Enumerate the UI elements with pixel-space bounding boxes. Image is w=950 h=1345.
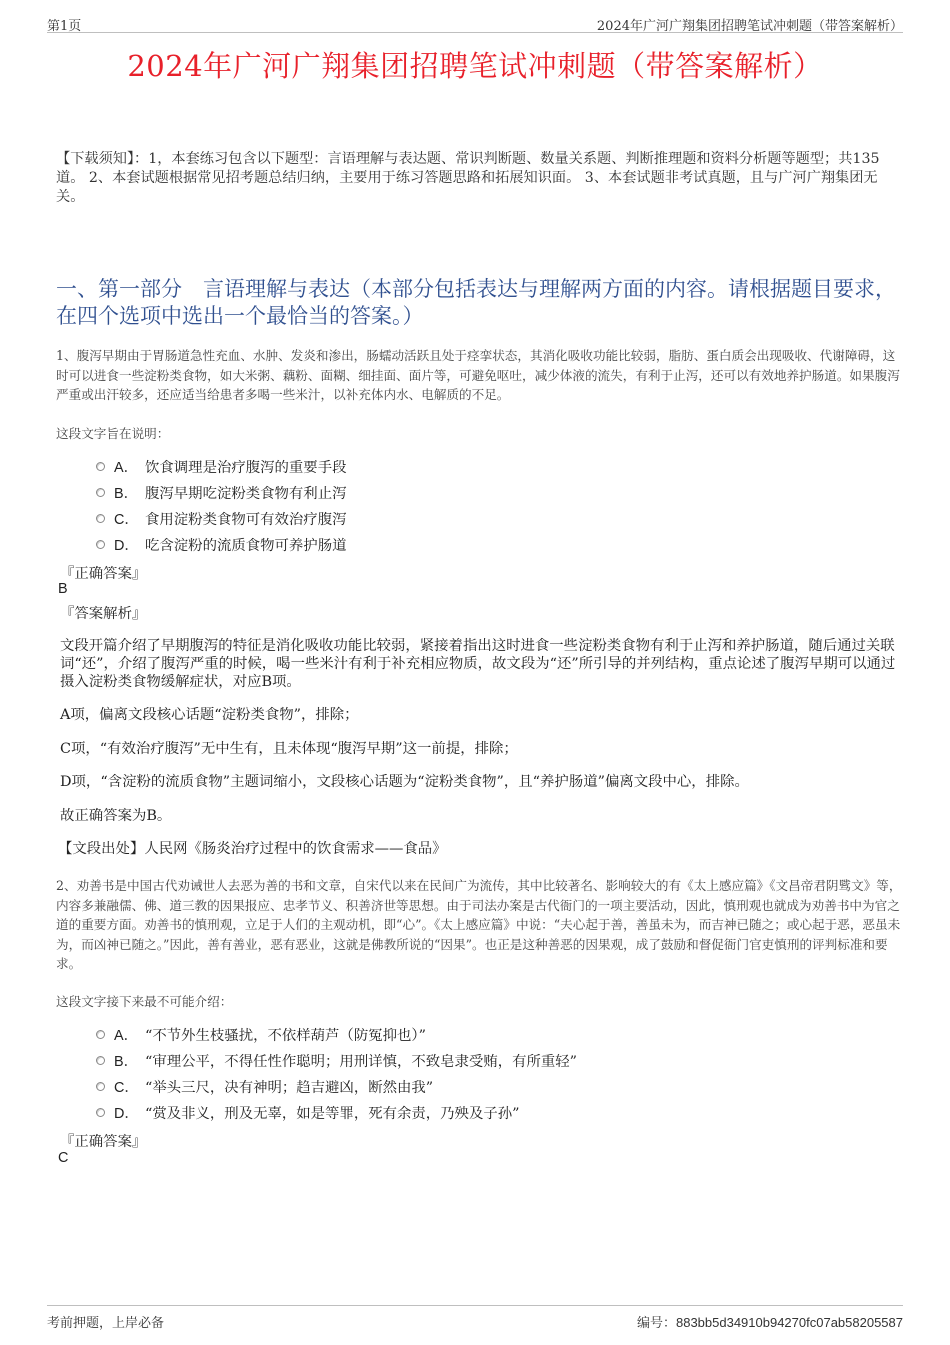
option-letter: B． [114,486,138,502]
q2-passage: 2、劝善书是中国古代劝诫世人去恶为善的书和文章，自宋代以来在民间广为流传，其中比较著名、影响较大的有《太上感应篇》《文昌帝君阴骘文》等，内容多兼融儒、佛、道三教的因果报应、忠孝节义、积善济世等思想。由于司法办案是古代衙门的一项主要活动，因此，慎刑观也就成为劝善书中为官之道的重要方面。劝善书的慎刑观，立足于人们的主观动机，即“心”。《太上感应篇》中说：“夫心起于善，善虽未为，而吉神已随之；或心起于恶，恶虽未为，而凶神已随之。”因此，善有善业，恶有恶业，这就是佛教所说的“因果”。也正是这种善恶的因果观，成了鼓励和督促衙门官吏慎刑的评判标准和要求。 [56,878,902,971]
radio-button[interactable] [96,514,105,523]
q1-option-a[interactable] [96,456,896,482]
radio-button[interactable] [96,462,105,471]
option-letter: A． [114,460,138,476]
option-letter: B． [114,1054,138,1070]
q1-prompt: 这段文字旨在说明： [56,426,170,441]
q1-options [96,456,896,560]
option-text: “不节外生枝骚扰，不依样葫芦（防冤抑也）” [145,1028,426,1044]
option-text: 吃含淀粉的流质食物可养护肠道 [145,538,347,554]
footer-slogan: 考前押题，上岸必备 [47,1316,165,1331]
footer-code [637,1312,903,1331]
option-text: 饮食调理是治疗腹泻的重要手段 [145,460,347,476]
q1-analysis-a: A项，偏离文段核心话题“淀粉类食物”，排除； [60,707,359,723]
option-letter: D． [114,1106,139,1122]
q1-answer-label: 『正确答案』 [60,566,147,582]
q2-option-d[interactable] [96,1102,896,1128]
radio-button[interactable] [96,540,105,549]
document-title: 2024年广河广翔集团招聘笔试冲刺题（带答案解析） [127,49,823,83]
footer-divider [47,1305,903,1306]
q2-options [96,1024,896,1128]
option-text: “审理公平，不得任性作聪明；用刑详慎，不致皂隶受贿，有所重轻” [145,1054,578,1070]
option-text: “举头三尺，决有神明；趋吉避凶，断然由我” [145,1080,434,1096]
q1-analysis-d: D项，“含淀粉的流质食物”主题词缩小，文段核心话题为“淀粉类食物”，且“养护肠道”偏离文段中心，排除。 [60,774,749,790]
option-text: 食用淀粉类食物可有效治疗腹泻 [145,512,347,528]
section-title: 一、第一部分 言语理解与表达（本部分包括表达与理解两方面的内容。请根据题目要求，在四个选项中选出一个最恰当的答案。） [56,277,896,328]
radio-button[interactable] [96,488,105,497]
q1-analysis-label: 『答案解析』 [60,606,147,622]
option-letter: D． [114,538,139,554]
page-number: 第1页 [47,19,82,34]
radio-button[interactable] [96,1108,105,1117]
q2-option-a[interactable] [96,1024,896,1050]
q2-answer-label: 『正确答案』 [60,1134,147,1150]
q2-option-b[interactable] [96,1050,896,1076]
q1-analysis-main: 文段开篇介绍了早期腹泻的特征是消化吸收功能比较弱，紧接着指出这时进食一些淀粉类食物有利于止泻和养护肠道，随后通过关联词“还”，介绍了腹泻严重的时候，喝一些米汁有利于补充相应物质，故文段为“还”所引导的并列结构，重点论述了腹泻早期可以通过摄入淀粉类食物缓解症状，对应B项。 [60,638,896,690]
option-text: “赏及非义，刑及无辜，如是等罪，死有余责，乃殃及子孙” [145,1106,520,1122]
footer-code-label: 编号： [636,1316,676,1331]
q1-analysis-conclusion: 故正确答案为B。 [60,808,172,824]
download-notice: 【下载须知】：1，本套练习包含以下题型：言语理解与表达题、常识判断题、数量关系题、判断推理题和资料分析题等题型；共135道。 2、本套试题根据常见招考题总结归纳，主要用于练习答题思路和拓展知识面。 3、本套试题非考试真题，且与广河广翔集团无关。 [56,151,880,205]
q1-option-c[interactable] [96,508,896,534]
radio-button[interactable] [96,1082,105,1091]
option-text: 腹泻早期吃淀粉类食物有利止泻 [145,486,347,502]
option-letter: A． [114,1028,138,1044]
radio-button[interactable] [96,1056,105,1065]
option-letter: C． [114,1080,139,1096]
page-header [47,14,903,33]
header-doc-title: 2024年广河广翔集团招聘笔试冲刺题（带答案解析） [596,19,903,34]
q1-analysis-c: C项，“有效治疗腹泻”无中生有，且未体现“腹泻早期”这一前提，排除； [60,741,518,757]
q2-option-c[interactable] [96,1076,896,1102]
q2-prompt: 这段文字接下来最不可能介绍： [56,994,233,1009]
footer-code-value: 883bb5d34910b94270fc07ab58205587 [675,1315,903,1330]
q1-option-b[interactable] [96,482,896,508]
q2-answer: C [58,1150,69,1166]
q1-passage: 1、腹泻早期由于胃肠道急性充血、水肿、发炎和渗出，肠蠕动活跃且处于痉挛状态，其消化吸收功能比较弱，脂肪、蛋白质会出现吸收、代谢障碍，这时可以进食一些淀粉类食物，如大米粥、藕粉、面糊、细挂面、面片等，可避免呕吐，减少体液的流失，有利于止泻，还可以有效地养护肠道。如果腹泻严重或出汗较多，还应适当给患者多喝一些米汁，以补充体内水、电解质的不足。 [56,348,900,402]
q1-source: 【文段出处】人民网《肠炎治疗过程中的饮食需求——食品》 [58,841,447,857]
option-letter: C． [114,512,139,528]
q1-option-d[interactable] [96,534,896,560]
radio-button[interactable] [96,1030,105,1039]
q1-answer: B [58,581,68,597]
